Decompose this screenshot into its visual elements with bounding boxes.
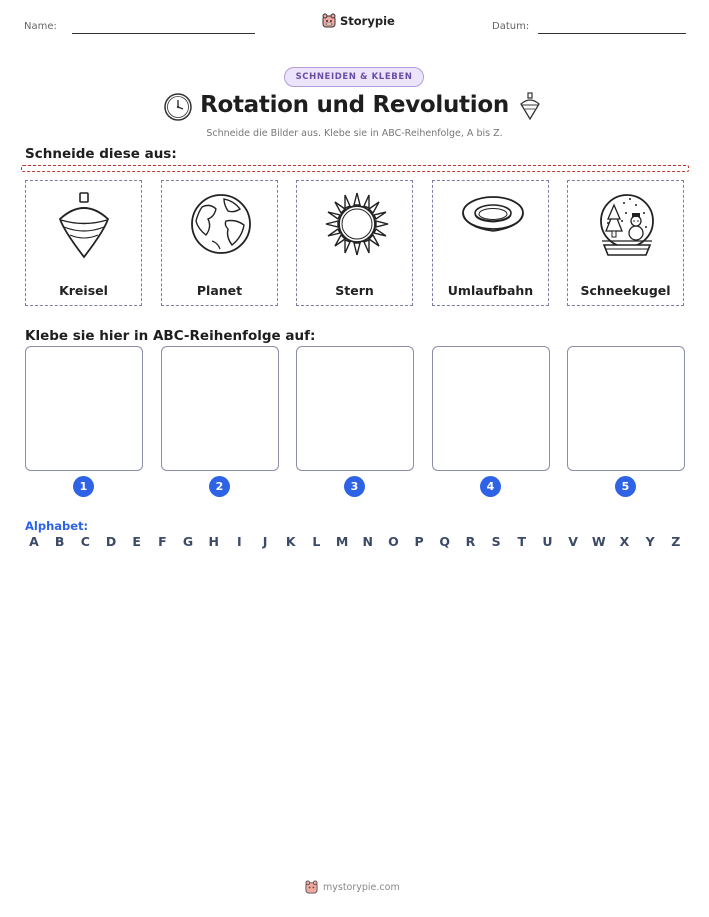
footer	[305, 880, 400, 894]
alphabet-letter: U	[542, 534, 553, 549]
alphabet-letter: F	[158, 534, 167, 549]
spinning-top-icon	[518, 92, 542, 122]
alphabet-letter: L	[312, 534, 321, 549]
alphabet-letter: R	[465, 534, 476, 549]
brand-logo	[322, 13, 395, 28]
alphabet-letter: N	[362, 534, 373, 549]
alphabet-letter: P	[414, 534, 424, 549]
alphabet-letter: V	[568, 534, 578, 549]
alphabet-letter: B	[54, 534, 65, 549]
storypie-mascot-icon	[305, 880, 318, 894]
date-label: Datum:	[492, 21, 530, 32]
alphabet-letter: Z	[671, 534, 681, 549]
alphabet-letter: H	[208, 534, 219, 549]
cut-heading: Schneide diese aus:	[25, 146, 177, 162]
cut-card-schneekugel[interactable]	[567, 180, 684, 306]
alphabet-letter: W	[591, 534, 606, 549]
paste-slot-4[interactable]	[432, 346, 550, 471]
slot-number-badge: 3	[344, 476, 365, 497]
footer-url: mystorypie.com	[323, 881, 400, 893]
paste-slot-5[interactable]	[567, 346, 685, 471]
paste-slot-2[interactable]	[161, 346, 279, 471]
alphabet-row	[25, 534, 685, 549]
card-label: Stern	[335, 283, 374, 298]
card-label: Kreisel	[59, 283, 108, 298]
alphabet-letter: O	[388, 534, 399, 549]
alphabet-letter: T	[517, 534, 527, 549]
alphabet-letter: S	[491, 534, 501, 549]
alphabet-letter: I	[237, 534, 242, 549]
alphabet-letter: Y	[645, 534, 655, 549]
alphabet-letter: D	[105, 534, 117, 549]
alphabet-letter: A	[29, 534, 39, 549]
orbit-ring-icon	[461, 191, 525, 251]
slot-number-badge: 5	[615, 476, 636, 497]
storypie-mascot-icon	[322, 13, 336, 28]
alphabet-letter: E	[132, 534, 141, 549]
page-title: Rotation und Revolution	[200, 92, 509, 118]
alphabet-heading: Alphabet:	[25, 519, 89, 533]
alphabet-letter: K	[285, 534, 296, 549]
cut-card-kreisel[interactable]	[25, 180, 142, 306]
cut-card-umlaufbahn[interactable]	[432, 180, 549, 306]
alphabet-letter: G	[182, 534, 194, 549]
brand-name: Storypie	[340, 13, 395, 28]
alphabet-letter: J	[262, 534, 268, 549]
planet-icon	[190, 191, 252, 257]
activity-badge: SCHNEIDEN & KLEBEN	[284, 67, 424, 87]
cut-line	[21, 165, 689, 172]
card-label: Planet	[196, 283, 243, 298]
name-label: Name:	[24, 21, 57, 32]
slot-number-badge: 4	[480, 476, 501, 497]
date-line[interactable]	[538, 33, 686, 34]
slot-number-badge: 2	[209, 476, 230, 497]
alphabet-letter: X	[619, 534, 630, 549]
sun-star-icon	[325, 191, 389, 257]
alphabet-letter: C	[80, 534, 90, 549]
spinning-top-icon	[54, 191, 114, 261]
paste-slot-1[interactable]	[25, 346, 143, 471]
alphabet-letter: Q	[439, 534, 451, 549]
card-label: Schneekugel	[580, 283, 671, 298]
instructions: Schneide die Bilder aus. Klebe sie in ABC-Reihenfolge, A bis Z.	[206, 128, 503, 139]
cut-card-stern[interactable]	[296, 180, 413, 306]
slot-number-badge: 1	[73, 476, 94, 497]
snow-globe-icon	[596, 191, 658, 259]
alphabet-letter: M	[335, 534, 349, 549]
paste-slot-3[interactable]	[296, 346, 414, 471]
card-label: Umlaufbahn	[447, 283, 534, 298]
cut-card-planet[interactable]	[161, 180, 278, 306]
paste-heading: Klebe sie hier in ABC-Reihenfolge auf:	[25, 328, 316, 344]
name-line[interactable]	[72, 33, 255, 34]
